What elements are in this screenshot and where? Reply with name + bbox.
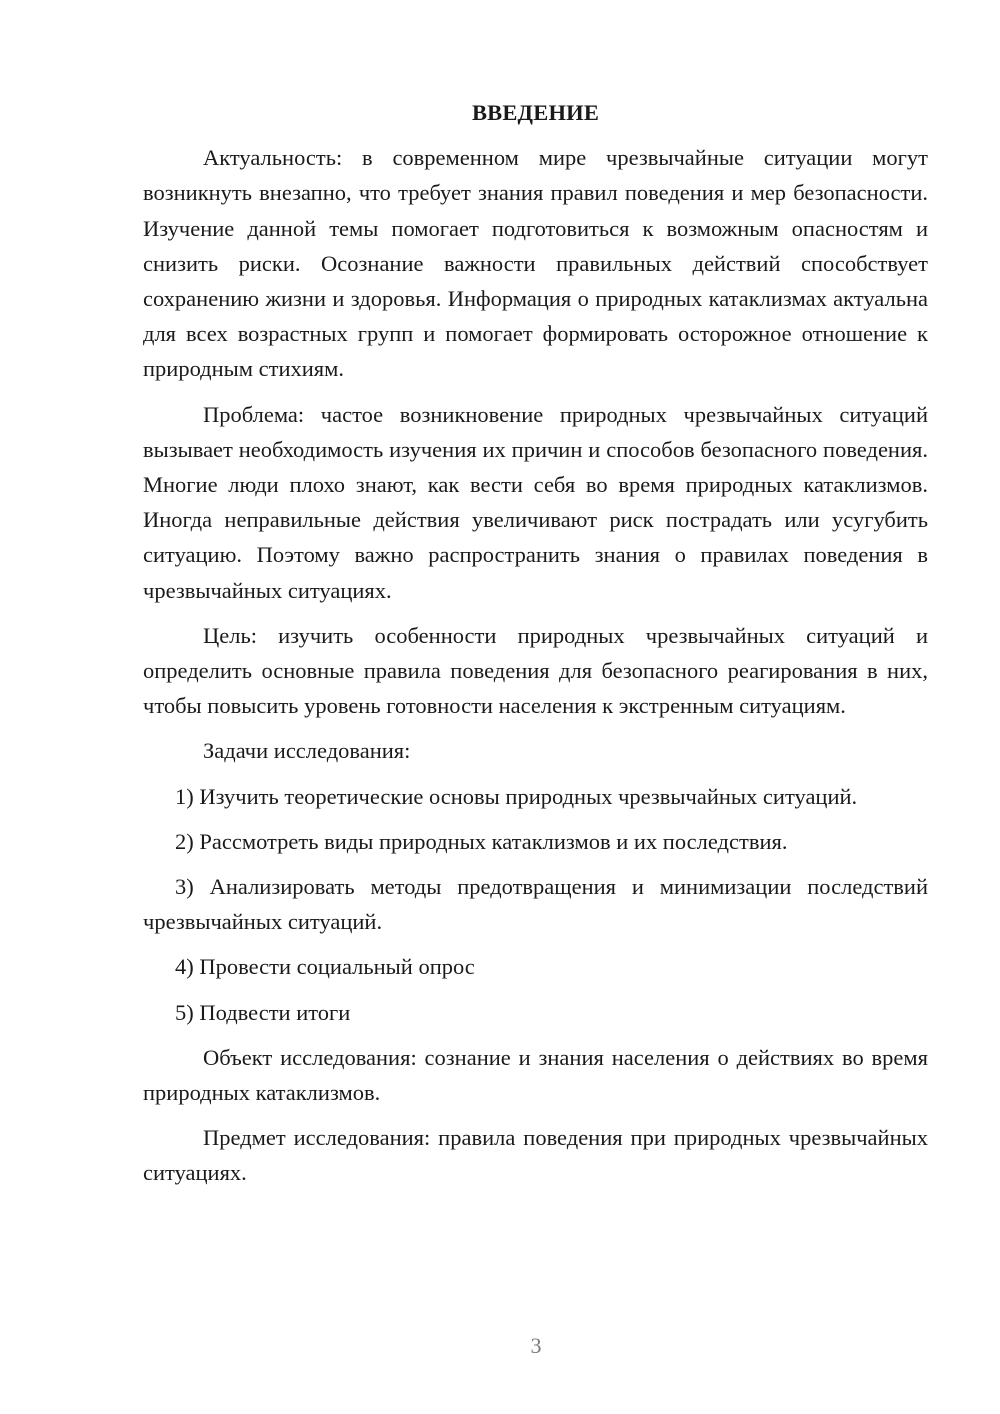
paragraph-subject: Предмет исследования: правила поведения при природных чрезвычайных ситуациях. [143, 1125, 928, 1186]
task-item: 5) Подвести итоги [175, 999, 351, 1025]
tasks-heading: Задачи исследования: [203, 738, 411, 764]
paragraph-object: Объект исследования: сознание и знания населения о действиях во время природных катаклизмов. [143, 1044, 928, 1106]
task-item: 3) Анализировать методы предотвращения и минимизации последствий чрезвычайных ситуаций. [143, 874, 928, 935]
paragraph-problem: Проблема: частое возникновение природных чрезвычайных ситуаций вызывает необходимость изучения их причин и способов безопасного поведения. Многие люди плохо знают, как вести себя во время природных катаклизмов. Иногда неправильные действия увеличивают риск пострадать или усугубить ситуацию. Поэтому важно распространить знания о правилах поведения в чрезвычайных ситуациях. [143, 401, 928, 603]
page-number: 3 [530, 1333, 542, 1358]
tasks-list [143, 779, 928, 1030]
paragraph-actuality: Актуальность: в современном мире чрезвычайные ситуации могут возникнуть внезапно, что требует знания правил поведения и мер безопасности. Изучение данной темы помогает подготовиться к возможным опасностям и снизить риски. Осознание важности правильных действий способствует сохранению жизни и здоровья. Информация о природных катаклизмах актуальна для всех возрастных групп и помогает формировать осторожное отношение к природным стихиям. [143, 145, 928, 382]
section-title: ВВЕДЕНИЕ [471, 100, 600, 125]
task-item: 2) Рассмотреть виды природных катаклизмов и их последствия. [175, 828, 788, 854]
page-content [143, 95, 928, 1201]
paragraph-goal: Цель: изучить особенности природных чрезвычайных ситуаций и определить основные правила поведения для безопасного реагирования в них, чтобы повысить уровень готовности населения к экстренным ситуациям. [143, 622, 928, 719]
task-item: 1) Изучить теоретические основы природных чрезвычайных ситуаций. [175, 783, 858, 809]
task-item: 4) Провести социальный опрос [175, 954, 475, 980]
